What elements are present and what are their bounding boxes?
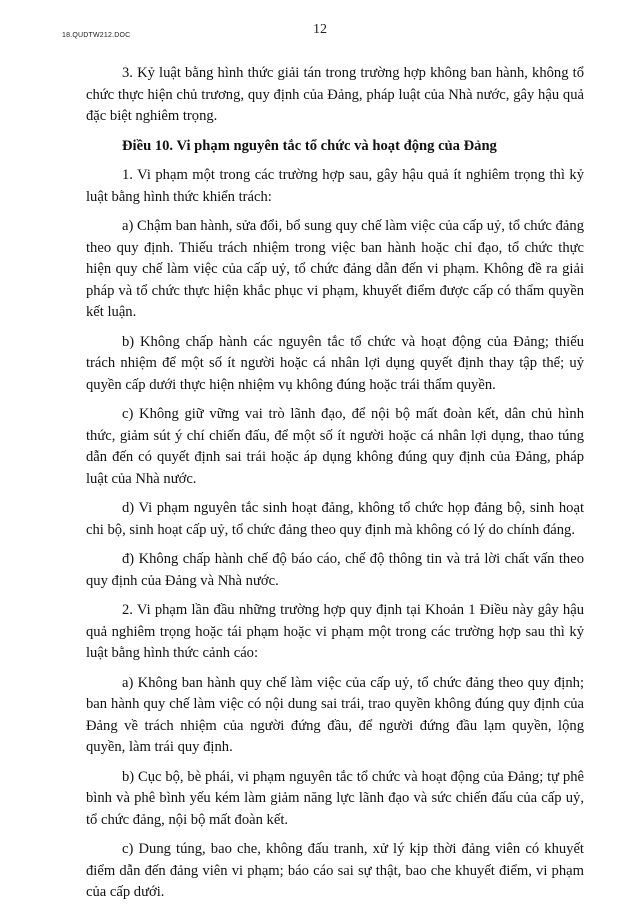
paragraph-clause-2: 2. Vi phạm lần đầu những trường hợp quy định tại Khoản 1 Điều này gây hậu quả nghiêm trọng hoặc tái phạm hoặc vi phạm một trong các trường hợp sau thì kỷ luật bằng hình thức cảnh cáo: [86,602,584,661]
page-number: 12 [313,22,327,37]
paragraph-point-a: a) Không ban hành quy chế làm việc của cấp uỷ, tổ chức đảng theo quy định; ban hành quy chế làm việc có nội dung sai trái, trao quyền không đúng quy định của Đảng về trách nhiệm của người đứng đầu, để người đứng đầu lạm quyền, lộng quyền, làm trái quy định. [86,674,584,755]
paragraph-point-dd: đ) Không chấp hành chế độ báo cáo, chế độ thông tin và trả lời chất vấn theo quy định của Đảng và Nhà nước. [86,551,584,589]
paragraph-clause-1: 1. Vi phạm một trong các trường hợp sau, gây hậu quả ít nghiêm trọng thì kỷ luật bằng hình thức khiển trách: [86,167,584,205]
document-body [86,63,584,912]
file-code: 18.QUDTW212.DOC [62,32,131,39]
paragraph-point-b: b) Không chấp hành các nguyên tắc tổ chức và hoạt động của Đảng; thiếu trách nhiệm để một số ít người hoặc cá nhân lợi dụng quyết định thay tập thể; uỷ quyền cấp dưới thực hiện nhiệm vụ không đúng hoặc trái thẩm quyền. [86,333,584,393]
article-heading: Điều 10. Vi phạm nguyên tắc tổ chức và hoạt động của Đảng [122,137,497,154]
paragraph-point-b: b) Cục bộ, bè phái, vi phạm nguyên tắc tổ chức và hoạt động của Đảng; tự phê bình và phê bình yếu kém làm giảm năng lực lãnh đạo và sức chiến đấu của cấp uỷ, tổ chức đảng, nội bộ mất đoàn kết. [86,768,584,828]
paragraph-point-c: c) Dung túng, bao che, không đấu tranh, xử lý kịp thời đảng viên có khuyết điểm dẫn đến đảng viên vi phạm; báo cáo sai sự thật, bao che khuyết điểm, vi phạm của cấp dưới. [86,841,584,900]
paragraph-point-a: a) Chậm ban hành, sửa đổi, bổ sung quy chế làm việc của cấp uỷ, tổ chức đảng theo quy định. Thiếu trách nhiệm trong việc ban hành hoặc chỉ đạo, tổ chức thực hiện quy chế làm việc của cấp uỷ, tổ chức đảng dẫn đến vi phạm. Không đề ra giải pháp và tổ chức thực hiện khắc phục vi phạm, khuyết điểm được cấp có thẩm quyền kết luận. [86,218,584,320]
paragraph-point-d: d) Vi phạm nguyên tắc sinh hoạt đảng, không tổ chức họp đảng bộ, sinh hoạt chi bộ, sinh hoạt cấp uỷ, tổ chức đảng theo quy định mà không có lý do chính đáng. [86,500,584,538]
paragraph-clause-3: 3. Kỷ luật bằng hình thức giải tán trong trường hợp không ban hành, không tổ chức thực hiện chủ trương, quy định của Đảng, pháp luật của Nhà nước, gây hậu quả đặc biệt nghiêm trọng. [86,65,584,124]
paragraph-point-c: c) Không giữ vững vai trò lãnh đạo, để nội bộ mất đoàn kết, dân chủ hình thức, giảm sút ý chí chiến đấu, để một số ít người hoặc cá nhân lợi dụng, thao túng dẫn đến có quyết định sai trái hoặc áp dụng không đúng quy định của Đảng, pháp luật của Nhà nước. [86,406,584,487]
